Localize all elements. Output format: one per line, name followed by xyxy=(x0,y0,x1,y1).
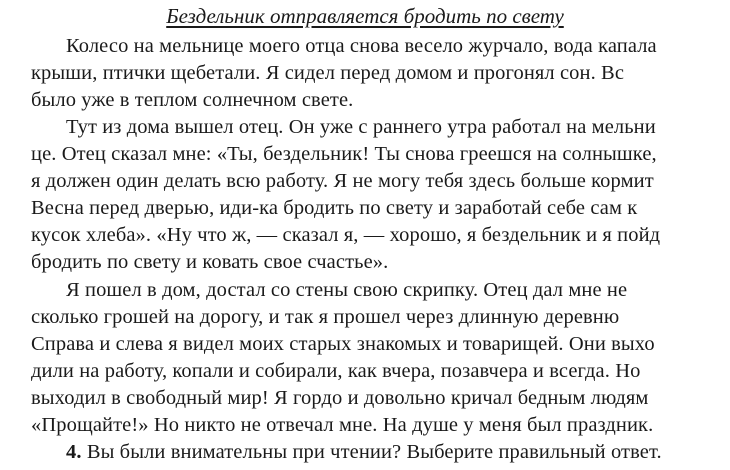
page-title: Бездельник отправляется бродить по свету xyxy=(166,4,564,28)
paragraph-1-line-2: крыши, птички щебетали. Я сидел перед домом и прогонял сон. Вс xyxy=(31,62,625,84)
paragraph-3-line-3: Справа и слева я видел моих старых знакомых и товарищей. Они выхо xyxy=(31,333,655,355)
question xyxy=(66,439,662,465)
paragraph-2-line-3: я должен один делать всю работу. Я не могу тебя здесь больше кормит xyxy=(31,170,654,192)
paragraph-3-line-1: Я пошел в дом, достал со стены свою скрипку. Отец дал мне не xyxy=(66,279,628,301)
paragraph-2-line-2: це. Отец сказал мне: «Ты, бездельник! Ты снова греешся на солнышке, xyxy=(31,143,657,165)
paragraph-3-line-5: выходил в свободный мир! Я гордо и довольно кричал бедным людям xyxy=(31,387,649,409)
paragraph-3-line-4: дили на работу, копали и собирали, как вчера, позавчера и всегда. Но xyxy=(31,360,641,382)
paragraph-1-line-3: было уже в теплом солнечном свете. xyxy=(31,89,354,111)
paragraph-3-line-6: «Прощайте!» Но никто не отвечал мне. На душе у меня был праздник. xyxy=(31,414,654,436)
paragraph-3-line-2: сколько грошей на дорогу, и так я прошел через длинную деревню xyxy=(31,306,620,328)
paragraph-1-line-1: Колесо на мельнице моего отца снова весело журчало, вода капала xyxy=(66,35,657,57)
paragraph-2-line-5: кусок хлеба». «Ну что ж, — сказал я, — хорошо, я бездельник и я пойд xyxy=(31,224,661,246)
paragraph-2-line-1: Тут из дома вышел отец. Он уже с раннего утра работал на мельни xyxy=(66,116,656,138)
question-number: 4. xyxy=(66,441,82,463)
question-text: Вы были внимательны при чтении? Выберите правильный ответ. xyxy=(86,441,662,463)
paragraph-2-line-4: Весна перед дверью, иди-ка бродить по свету и заработай себе сам к xyxy=(31,197,638,219)
paragraph-2-line-6: бродить по свету и ковать свое счастье». xyxy=(31,251,389,273)
